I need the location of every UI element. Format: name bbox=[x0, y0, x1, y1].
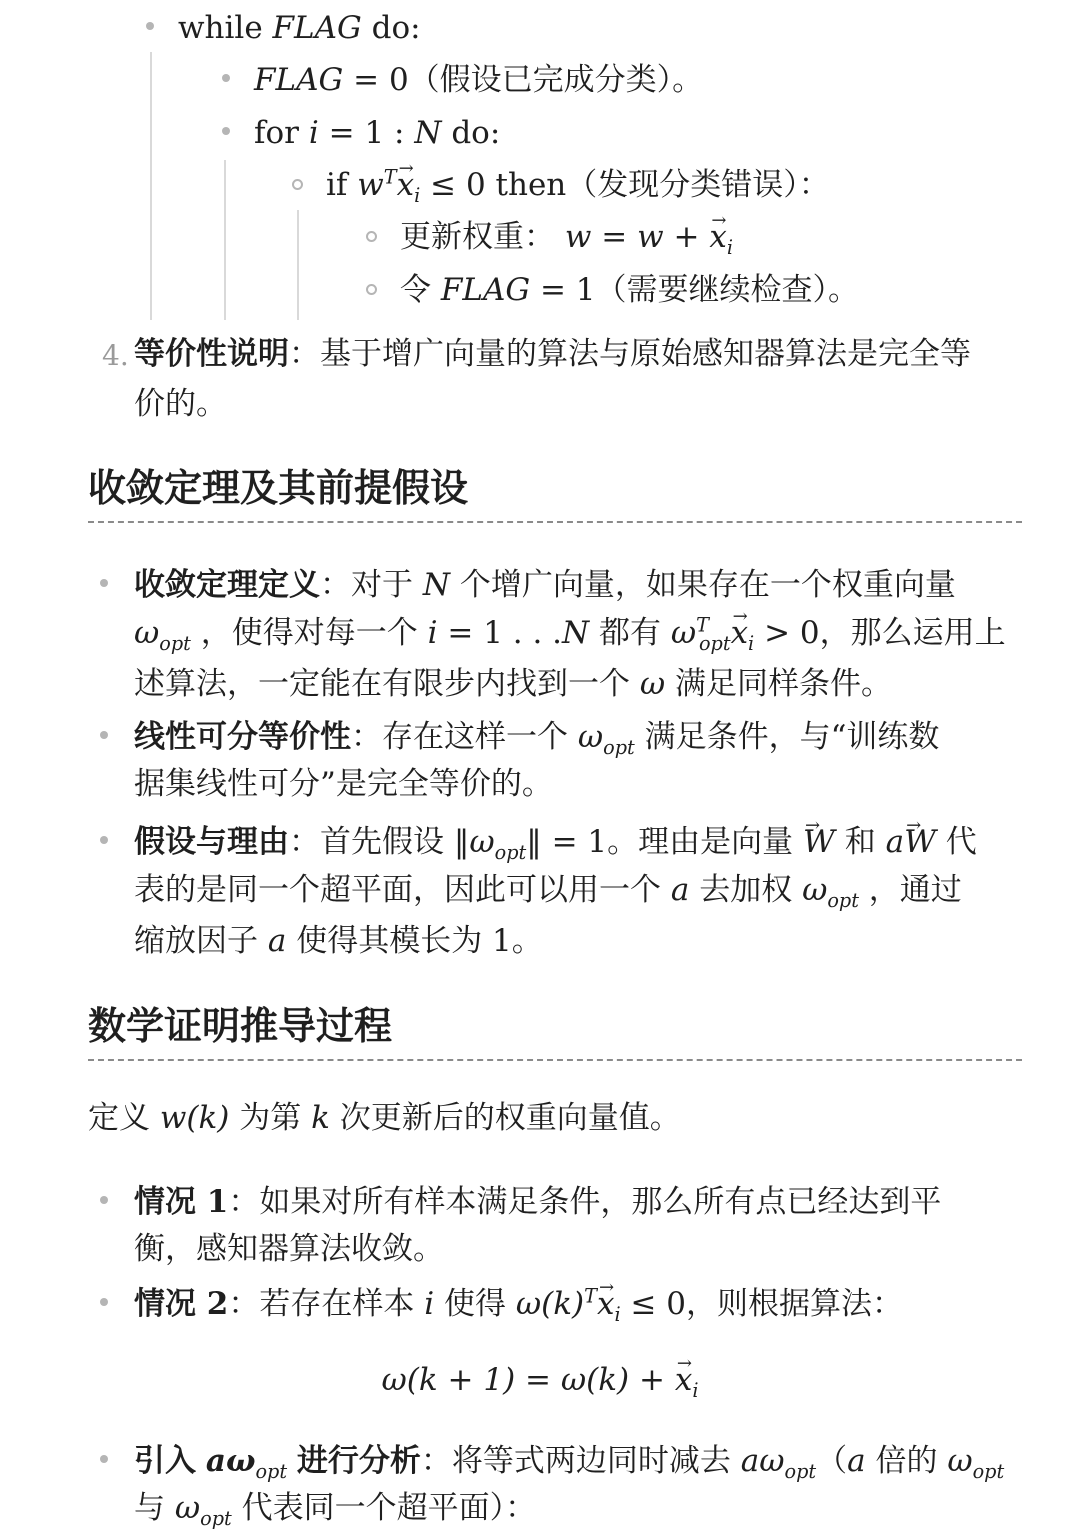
update-equation: ω(k + 1) = ω(k) + → $x_i$ bbox=[0, 1360, 1080, 1400]
update-weight-line: 更新权重： w = w + → $x_i$ bbox=[400, 217, 733, 257]
intro-a-line-1: 引入 $a\omega_{opt}$ 进行分析：将等式两边同时减去 $a\omega_{opt}(a$ 倍的 $\omega_{opt}$ bbox=[134, 1443, 1005, 1484]
while-line: while FLAG do: bbox=[178, 10, 421, 46]
case1-line-1: 情况 1：如果对所有样本满足条件，那么所有点已经达到平 bbox=[134, 1184, 942, 1220]
hollow-bullet bbox=[366, 284, 377, 295]
section-divider bbox=[88, 1059, 1022, 1061]
if-line: if $w^T\to x_i \le 0$ then（发现分类错误）： bbox=[326, 165, 830, 205]
hollow-bullet bbox=[292, 179, 303, 190]
convergence-def-line-3: 述算法，一定能在有限步内找到一个 ω 满足同样条件。 bbox=[134, 666, 892, 702]
convergence-def-line-2: $\omega_{opt}$ ，使得对每一个 i = 1 . . .N 都有 $\omega^T_{opt}\to x_i > 0$，那么运用上 bbox=[134, 613, 1006, 653]
flag-one-line: 令 FLAG = 1（需要继续检查）。 bbox=[400, 272, 860, 308]
bullet bbox=[100, 1196, 108, 1204]
bullet bbox=[100, 579, 108, 587]
hollow-bullet bbox=[366, 231, 377, 242]
bullet bbox=[146, 22, 154, 30]
assumption-line-3: 缩放因子 a 使得其模长为 1。 bbox=[134, 923, 543, 959]
flag-zero-line: FLAG = 0（假设已完成分类）。 bbox=[254, 62, 704, 98]
convergence-def-line-1: 收敛定理定义：对于 N 个增广向量，如果存在一个权重向量 bbox=[134, 567, 956, 603]
bullet bbox=[100, 731, 108, 739]
linear-separable-line-1: 线性可分等价性：存在这样一个 $\omega_{opt}$ 满足条件，与“训练数 bbox=[134, 719, 940, 760]
linear-separable-line-2: 据集线性可分”是完全等价的。 bbox=[134, 766, 553, 802]
bullet bbox=[222, 127, 230, 135]
indent-guide bbox=[297, 210, 299, 320]
indent-guide bbox=[224, 160, 226, 320]
assumption-line-2: 表的是同一个超平面，因此可以用一个 a 去加权 $\omega_{opt}$ ，通过 bbox=[134, 872, 962, 913]
bullet bbox=[100, 1455, 108, 1463]
case1-line-2: 衡，感知器算法收敛。 bbox=[134, 1231, 444, 1267]
bullet bbox=[100, 1298, 108, 1306]
section-divider bbox=[88, 521, 1022, 523]
list-number: 4. bbox=[102, 339, 129, 372]
intro-a-line-2: 与 $\omega_{opt}$ 代表同一个超平面）： bbox=[134, 1490, 537, 1531]
bullet bbox=[222, 74, 230, 82]
indent-guide bbox=[150, 52, 152, 320]
equivalence-line-1: 等价性说明：基于增广向量的算法与原始感知器算法是完全等 bbox=[134, 336, 971, 372]
equivalence-line-2: 价的。 bbox=[134, 386, 227, 422]
case2-line: 情况 2：若存在样本 i 使得 $\omega(k)^T\to x_i \le 0$，则根据算法： bbox=[134, 1284, 903, 1324]
assumption-line-1: 假设与理由：首先假设 $‖\omega_{opt}‖ = 1$。理由是向量 → W 和 a→ W 代 bbox=[134, 822, 977, 862]
definition-line: 定义 w(k) 为第 k 次更新后的权重向量值。 bbox=[88, 1100, 681, 1136]
bullet bbox=[100, 836, 108, 844]
section-title: 数学证明推导过程 bbox=[88, 1003, 393, 1048]
for-line: for i = 1 : N do: bbox=[254, 115, 501, 151]
section-title: 收敛定理及其前提假设 bbox=[88, 465, 469, 510]
